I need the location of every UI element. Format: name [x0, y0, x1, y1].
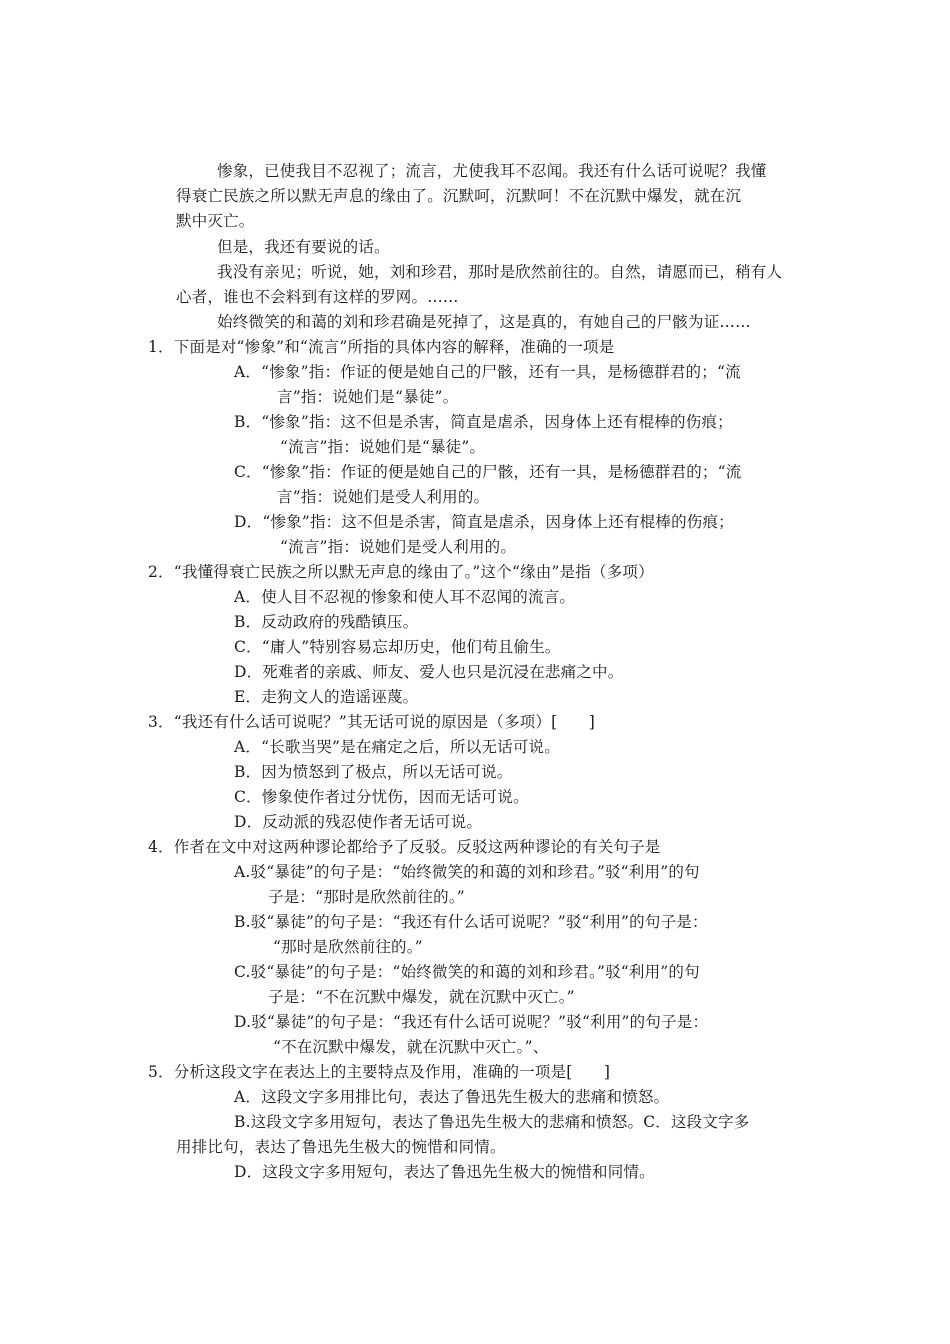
option-line: D．这段文字多用短句，表达了鲁迅先生极大的惋惜和同情。 [234, 1163, 655, 1181]
option-line: 用排比句，表达了鲁迅先生极大的惋惜和同情。 [176, 1138, 506, 1156]
option-line: A.驳“暴徒”的句子是：“始终微笑的和蔼的刘和珍君。”驳“利用”的句 [234, 863, 700, 881]
option-line: B.这段文字多用短句，表达了鲁迅先生极大的悲痛和愤怒。C．这段文字多 [234, 1113, 750, 1131]
option-line: C．惨象使作者过分忧伤，因而无话可说。 [234, 788, 529, 806]
passage-line: 我没有亲见；听说，她，刘和珍君，那时是欣然前往的。自然，请愿而已，稍有人 [217, 263, 783, 281]
option-line: C.驳“暴徒”的句子是：“始终微笑的和蔼的刘和珍君。”驳“利用”的句 [234, 963, 700, 981]
option-line: B．反动政府的残酷镇压。 [234, 613, 419, 631]
option-line: B．“惨象”指：这不但是杀害，简直是虐杀，因身体上还有棍棒的伤痕； [234, 413, 733, 431]
option-line: D．“惨象”指：这不但是杀害，简直是虐杀，因身体上还有棍棒的伤痕； [234, 513, 734, 531]
option-line: 子是：“不在沉默中爆发，就在沉默中灭亡。” [268, 988, 575, 1006]
option-line: “不在沉默中爆发，就在沉默中灭亡。”、 [273, 1038, 549, 1056]
option-line: 言”指：说她们是受人利用的。 [277, 488, 490, 506]
option-line: C．“庸人”特别容易忘却历史，他们苟且偷生。 [234, 638, 561, 656]
option-line: “流言”指：说她们是受人利用的。 [280, 538, 517, 556]
option-line: A．“长歌当哭”是在痛定之后，所以无话可说。 [234, 738, 560, 756]
passage-line: 默中灭亡。 [176, 212, 255, 230]
option-line: B．因为愤怒到了极点，所以无话可说。 [234, 763, 513, 781]
option-line: E．走狗文人的造谣诬蔑。 [234, 688, 419, 706]
question-stem: 1．下面是对“惨象”和“流言”所指的具体内容的解释，准确的一项是 [148, 338, 615, 356]
question-stem: 3．“我还有什么话可说呢？”其无话可说的原因是（多项）[ ] [148, 713, 596, 731]
question-stem: 4．作者在文中对这两种谬论都给予了反驳。反驳这两种谬论的有关句子是 [148, 838, 661, 856]
option-line: A．这段文字多用排比句，表达了鲁迅先生极大的悲痛和愤怒。 [234, 1088, 670, 1106]
question-stem: 5．分析这段文字在表达上的主要特点及作用，准确的一项是[ ] [148, 1063, 611, 1081]
option-line: A．“惨象”指：作证的便是她自己的尸骸，还有一具，是杨德群君的；“流 [234, 363, 741, 381]
option-line: 子是：“那时是欣然前往的。” [268, 888, 465, 906]
option-line: D．反动派的残忍使作者无话可说。 [234, 813, 483, 831]
passage-line: 始终微笑的和蔼的刘和珍君确是死掉了，这是真的，有她自己的尸骸为证…… [217, 313, 751, 331]
option-line: 言”指：说她们是“暴徒”。 [277, 388, 459, 406]
option-line: “那时是欣然前往的。” [273, 938, 423, 956]
passage-line: 惨象，已使我目不忍视了；流言，尤使我耳不忍闻。我还有什么话可说呢？我懂 [217, 162, 767, 180]
option-line: C．“惨象”指：作证的便是她自己的尸骸，还有一具，是杨德群君的；“流 [234, 463, 742, 481]
passage-line: 但是，我还有要说的话。 [217, 238, 390, 256]
option-line: A．使人目不忍视的惨象和使人耳不忍闻的流言。 [234, 588, 576, 606]
passage-line: 得衰亡民族之所以默无声息的缘由了。沉默呵，沉默呵！不在沉默中爆发，就在沉 [176, 187, 742, 205]
option-line: B.驳“暴徒”的句子是：“我还有什么话可说呢？”驳“利用”的句子是： [234, 913, 708, 931]
option-line: D．死难者的亲戚、师友、爱人也只是沉浸在悲痛之中。 [234, 663, 624, 681]
option-line: D.驳“暴徒”的句子是：“我还有什么话可说呢？”驳“利用”的句子是： [234, 1013, 709, 1031]
question-stem: 2．“我懂得衰亡民族之所以默无声息的缘由了。”这个“缘由”是指（多项） [148, 563, 654, 581]
option-line: “流言”指：说她们是“暴徒”。 [280, 438, 486, 456]
passage-line: 心者，谁也不会料到有这样的罗网。…… [176, 288, 459, 306]
